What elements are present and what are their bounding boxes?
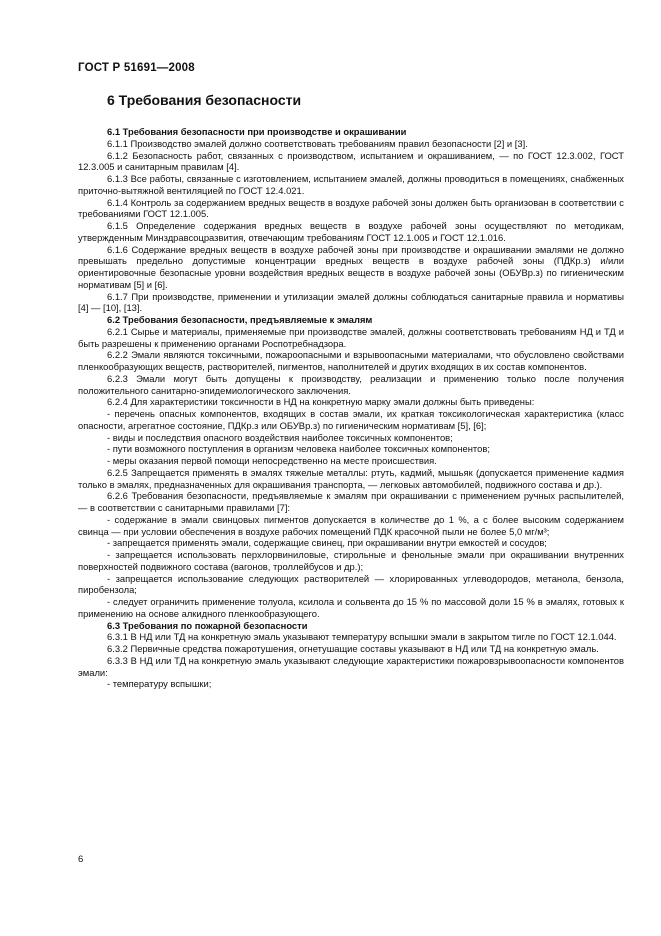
list-item: - перечень опасных компонентов, входящих в состав эмали, их краткая токсикологическая характеристика (класс опасности, агрегатное состояние, ПДКр.з или ОБУВр.з) по гигиеническим нормативам [5], [6]; bbox=[78, 408, 624, 431]
page-number: 6 bbox=[78, 854, 84, 865]
list-item: - запрещается применять эмали, содержащие свинец, при окрашивании внутри емкостей и сосудов; bbox=[107, 537, 547, 549]
subsection-heading: 6.1 Требования безопасности при производстве и окрашивании bbox=[107, 126, 407, 137]
list-item: - пути возможного поступления в организм человека наиболее токсичных компонентов; bbox=[107, 443, 490, 455]
document-header: ГОСТ Р 51691—2008 bbox=[78, 62, 195, 74]
paragraph: 6.2.6 Требования безопасности, предъявляемые к эмалям при окрашивании с применением ручных распылителей, — в соответствии с санитарными правилами [7]: bbox=[78, 490, 624, 513]
paragraph: 6.1.7 При производстве, применении и утилизации эмалей должны соблюдаться санитарные правила и нормативы [4] — [10], [13]. bbox=[78, 290, 624, 314]
subsection-heading: 6.2 Требования безопасности, предъявляемые к эмалям bbox=[107, 314, 373, 325]
subsection-heading: 6.3 Требования по пожарной безопасности bbox=[107, 619, 308, 631]
list-item: - температуру вспышки; bbox=[107, 678, 212, 690]
paragraph: 6.2.4 Для характеристики токсичности в НД на конкретную марку эмали должны быть приведены: bbox=[107, 396, 535, 408]
document-body bbox=[78, 126, 624, 690]
list-item: - запрещается использовать перхлорвиниловые, стирольные и фенольные эмали при окрашивании внутренних поверхностей подвижного состава (вагонов, троллейбусов и др.); bbox=[78, 549, 624, 572]
paragraph: 6.2.1 Сырье и материалы, применяемые при производстве эмалей, должны соответствовать требованиям НД и ТД и быть разрешены к применению органами Роспотребнадзора. bbox=[78, 325, 624, 349]
paragraph: 6.3.3 В НД или ТД на конкретную эмаль указывают следующие характеристики пожаровзрывоопасности компонентов эмали: bbox=[78, 654, 624, 678]
list-item: - следует ограничить применение толуола, ксилола и сольвента до 15 % по массовой доли 15 % в эмалях, готовых к применению на основе алкидного пленкообразующего. bbox=[78, 596, 624, 619]
paragraph: 6.3.1 В НД или ТД на конкретную эмаль указывают температуру вспышки эмали в закрытом тигле по ГОСТ 12.1.044. bbox=[107, 631, 617, 643]
paragraph: 6.2.3 Эмали могут быть допущены к производству, реализации и применению только после получения положительного санитарно-эпидемиологического заключения. bbox=[78, 372, 624, 396]
paragraph: 6.1.4 Контроль за содержанием вредных веществ в воздухе рабочей зоны должен быть организован в соответствии с требованиями ГОСТ 12.1.005. bbox=[78, 196, 624, 220]
list-item: - запрещается использование следующих растворителей — хлорированных углеводородов, метанола, бензола, пиробензола; bbox=[78, 572, 624, 596]
paragraph: 6.2.2 Эмали являются токсичными, пожароопасными и взрывоопасными материалами, что обусловлено свойствами пленкообразующих веществ, растворителей, пигментов, наполнителей и других входящих в их состав компонентов. bbox=[78, 349, 624, 372]
list-item: - виды и последствия опасного воздействия наиболее токсичных компонентов; bbox=[107, 431, 453, 443]
paragraph: 6.1.3 Все работы, связанные с изготовлением, испытанием эмалей, должны проводиться в помещениях, снабженных приточно-вытяжной вентиляцией по ГОСТ 12.4.021. bbox=[78, 173, 624, 196]
paragraph: 6.1.5 Определение содержания вредных веществ в воздухе рабочей зоны осуществляют по методикам, утвержденным Минздравсоцразвития, отвечающим требованиям ГОСТ 12.1.005 и ГОСТ 12.1.016. bbox=[78, 220, 624, 243]
paragraph: 6.1.2 Безопасность работ, связанных с производством, испытанием и окрашиванием, — по ГОСТ 12.3.002, ГОСТ 12.3.005 и санитарным правилам [4]. bbox=[78, 149, 624, 173]
paragraph: 6.1.6 Содержание вредных веществ в воздухе рабочей зоны при производстве и окрашивании эмалями не должно превышать предельно допустимые концентрации вредных веществ в воздухе рабочей зоны (ПДКр.з) и/или ориентировочные безопасные уровни воздействия вредных веществ в воздухе рабочей зоны (ОБУВр.з) по гигиеническим нормативам [5] и [6]. bbox=[78, 243, 624, 290]
paragraph: 6.2.5 Запрещается применять в эмалях тяжелые металлы: ртуть, кадмий, мышьяк (допускается применение кадмия только в эмалях, предназначенных для окрашивания транспорта, — легковых автомобилей, подвижного состава и др.). bbox=[78, 466, 624, 490]
section-title: 6 Требования безопасности bbox=[107, 92, 302, 108]
paragraph: 6.1.1 Производство эмалей должно соответствовать требованиям правил безопасности [2] и [3]. bbox=[107, 137, 528, 149]
list-item: - содержание в эмали свинцовых пигментов допускается в количестве до 1 %, а с более высоким содержанием свинца — при условии обеспечения в воздухе рабочих помещений ПДК красочной пыли не более 5,0 мг/м³; bbox=[78, 513, 624, 537]
paragraph: 6.3.2 Первичные средства пожаротушения, огнетушащие составы указывают в НД или ТД на конкретную эмаль. bbox=[107, 643, 599, 654]
list-item: - меры оказания первой помощи непосредственно на месте происшествия. bbox=[107, 455, 437, 466]
